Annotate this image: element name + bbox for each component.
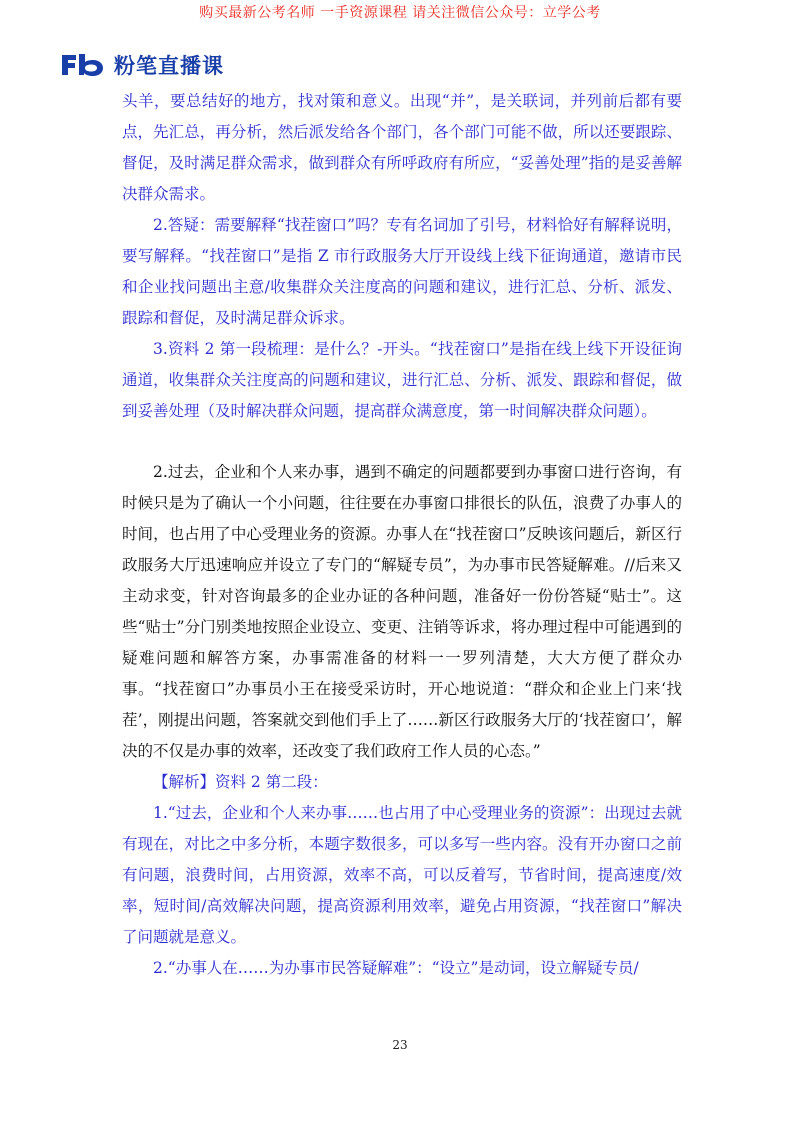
brand-logo (60, 50, 224, 80)
analysis-paragraph: 1.“过去，企业和个人来办事……也占用了中心受理业务的资源”：出现过去就有现在，对比之中多分析，本题字数很多，可以多写一些内容。没有开办窗口之前有问题，浪费时间，占用资源，效率不高，可以反着写，节省时间，提高速度/效率，短时间/高效解决问题，提高资源利用效率，避免占用资源，“找茬窗口”解决了问题就是意义。 (122, 804, 682, 946)
fb-logo-icon (60, 53, 106, 77)
spacer (122, 427, 682, 457)
analysis-paragraph: 2.“办事人在……为办事市民答疑解难”：“设立”是动词，设立解疑专员/ (153, 959, 639, 977)
material-paragraph: 2.过去，企业和个人来办事，遇到不确定的问题都要到办事窗口进行咨询，有时候只是为了确认一个小问题，往往要在办事窗口排很长的队伍，浪费了办事人的时间，也占用了中心受理业务的资源。办事人在“找茬窗口”反映该问题后，新区行政服务大厅迅速响应并设立了专门的“解疑专员”，为办事市民答疑解难。//后来又主动求变，针对咨询最多的企业办证的各种问题，准备好一份份答疑“贴士”。这些“贴士”分门别类地按照企业设立、变更、注销等诉求，将办理过程中可能遇到的疑难问题和解答方案，办事需准备的材料一一罗列清楚，大大方便了群众办事。“找茬窗口”办事员小王在接受采访时，开心地说道：“群众和企业上门来‘找茬’，刚提出问题，答案就交到他们手上了……新区行政服务大厅的‘找茬窗口’，解决的不仅是办事的效率，还改变了我们政府工作人员的心态。” (122, 463, 682, 760)
promo-banner: 购买最新公考名师 一手资源课程 请关注微信公众号：立学公考 (199, 5, 601, 21)
analysis-paragraph: 2.答疑：需要解释“找茬窗口”吗？专有名词加了引号，材料恰好有解释说明，要写解释。“找茬窗口”是指 Z 市行政服务大厅开设线上线下征询通道，邀请市民和企业找问题出主意/收集群众关注度高的问题和建议，进行汇总、分析、派发、跟踪和督促，及时满足群众诉求。 (122, 216, 682, 327)
document-body (122, 86, 682, 984)
analysis-heading: 【解析】资料 2 第二段： (153, 773, 328, 791)
analysis-paragraph: 3.资料 2 第一段梳理：是什么？-开头。“找茬窗口”是指在线上线下开设征询通道，收集群众关注度高的问题和建议，进行汇总、分析、派发、跟踪和督促，做到妥善处理（及时解决群众问题，提高群众满意度，第一时间解决群众问题）。 (122, 340, 682, 420)
logo-text: 粉笔直播课 (114, 54, 224, 78)
analysis-paragraph: 头羊，要总结好的地方，找对策和意义。出现“并”，是关联词，并列前后都有要点，先汇总，再分析，然后派发给各个部门，各个部门可能不做，所以还要跟踪、督促，及时满足群众需求，做到群众有所呼政府有所应，“妥善处理”指的是妥善解决群众需求。 (122, 92, 682, 203)
page-number: 23 (392, 1038, 408, 1052)
